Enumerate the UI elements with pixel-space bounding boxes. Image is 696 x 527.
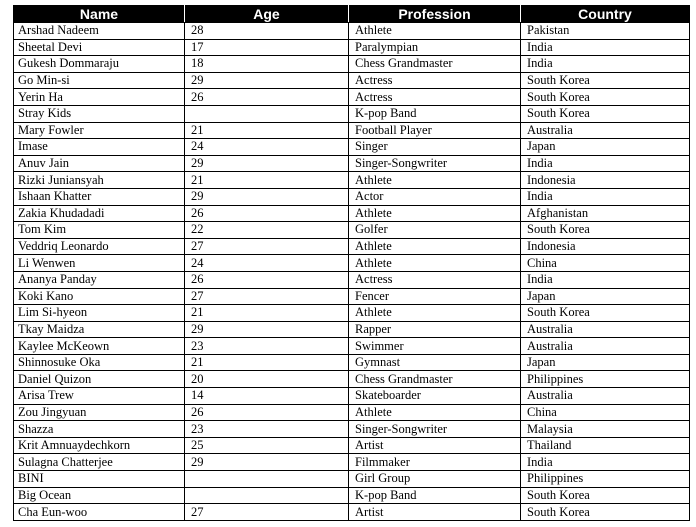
header-profession: Profession xyxy=(349,6,521,23)
cell-profession: Artist xyxy=(349,504,521,521)
table-row xyxy=(14,437,690,454)
cell-country: Australia xyxy=(521,122,690,139)
cell-country: Malaysia xyxy=(521,421,690,438)
cell-country: Australia xyxy=(521,321,690,338)
cell-profession: Athlete xyxy=(349,23,521,40)
cell-country: Indonesia xyxy=(521,238,690,255)
cell-profession: Chess Grandmaster xyxy=(349,56,521,73)
cell-profession: Paralympian xyxy=(349,39,521,56)
cell-profession: Gymnast xyxy=(349,354,521,371)
cell-age: 26 xyxy=(185,89,349,106)
cell-name: Imase xyxy=(14,139,185,156)
cell-profession: Actress xyxy=(349,271,521,288)
table-row xyxy=(14,188,690,205)
cell-profession: Filmmaker xyxy=(349,454,521,471)
cell-age: 14 xyxy=(185,388,349,405)
cell-age: 21 xyxy=(185,122,349,139)
cell-profession: Singer xyxy=(349,139,521,156)
cell-name: Zou Jingyuan xyxy=(14,404,185,421)
header-name: Name xyxy=(14,6,185,23)
cell-country: Australia xyxy=(521,338,690,355)
cell-profession: Swimmer xyxy=(349,338,521,355)
cell-profession: Rapper xyxy=(349,321,521,338)
cell-age: 29 xyxy=(185,454,349,471)
table-row xyxy=(14,105,690,122)
cell-name: Big Ocean xyxy=(14,487,185,504)
header-country: Country xyxy=(521,6,690,23)
table-row xyxy=(14,305,690,322)
table-row xyxy=(14,205,690,222)
cell-profession: Golfer xyxy=(349,222,521,239)
cell-country: India xyxy=(521,454,690,471)
cell-name: Cha Eun-woo xyxy=(14,504,185,521)
cell-age: 29 xyxy=(185,321,349,338)
cell-country: Thailand xyxy=(521,437,690,454)
cell-country: India xyxy=(521,39,690,56)
table-row xyxy=(14,39,690,56)
cell-profession: Actress xyxy=(349,72,521,89)
cell-name: Krit Amnuaydechkorn xyxy=(14,437,185,454)
cell-country: Philippines xyxy=(521,371,690,388)
table-row xyxy=(14,222,690,239)
cell-profession: K-pop Band xyxy=(349,487,521,504)
cell-age: 28 xyxy=(185,23,349,40)
cell-name: Daniel Quizon xyxy=(14,371,185,388)
cell-profession: Girl Group xyxy=(349,471,521,488)
cell-age: 29 xyxy=(185,72,349,89)
cell-country: South Korea xyxy=(521,487,690,504)
cell-name: Arshad Nadeem xyxy=(14,23,185,40)
table-header xyxy=(14,6,690,23)
table-row xyxy=(14,56,690,73)
cell-name: Tom Kim xyxy=(14,222,185,239)
cell-country: South Korea xyxy=(521,105,690,122)
cell-age: 20 xyxy=(185,371,349,388)
cell-age: 26 xyxy=(185,205,349,222)
table-row xyxy=(14,255,690,272)
cell-age: 27 xyxy=(185,288,349,305)
cell-country: Japan xyxy=(521,139,690,156)
cell-name: Rizki Juniansyah xyxy=(14,172,185,189)
cell-age: 24 xyxy=(185,139,349,156)
table-row xyxy=(14,371,690,388)
cell-age: 23 xyxy=(185,338,349,355)
cell-age: 21 xyxy=(185,305,349,322)
cell-country: Indonesia xyxy=(521,172,690,189)
cell-name: Tkay Maidza xyxy=(14,321,185,338)
cell-age: 27 xyxy=(185,504,349,521)
cell-age: 17 xyxy=(185,39,349,56)
table-row xyxy=(14,288,690,305)
cell-country: South Korea xyxy=(521,72,690,89)
table-row xyxy=(14,388,690,405)
cell-country: South Korea xyxy=(521,89,690,106)
cell-country: South Korea xyxy=(521,305,690,322)
cell-country: India xyxy=(521,271,690,288)
cell-age: 22 xyxy=(185,222,349,239)
cell-country: India xyxy=(521,56,690,73)
cell-country: South Korea xyxy=(521,504,690,521)
cell-age xyxy=(185,471,349,488)
cell-profession: Athlete xyxy=(349,205,521,222)
cell-country: India xyxy=(521,155,690,172)
cell-profession: Athlete xyxy=(349,172,521,189)
cell-name: BINI xyxy=(14,471,185,488)
header-age: Age xyxy=(185,6,349,23)
cell-name: Go Min-si xyxy=(14,72,185,89)
table-row xyxy=(14,454,690,471)
cell-name: Shazza xyxy=(14,421,185,438)
table-row xyxy=(14,72,690,89)
cell-country: China xyxy=(521,255,690,272)
cell-profession: Skateboarder xyxy=(349,388,521,405)
cell-name: Kaylee McKeown xyxy=(14,338,185,355)
cell-profession: Athlete xyxy=(349,238,521,255)
table-row xyxy=(14,421,690,438)
cell-profession: Athlete xyxy=(349,255,521,272)
table-row xyxy=(14,338,690,355)
cell-age: 27 xyxy=(185,238,349,255)
table-row xyxy=(14,238,690,255)
table-row xyxy=(14,354,690,371)
table-row xyxy=(14,471,690,488)
cell-age: 26 xyxy=(185,271,349,288)
cell-name: Mary Fowler xyxy=(14,122,185,139)
table-row xyxy=(14,321,690,338)
cell-name: Sulagna Chatterjee xyxy=(14,454,185,471)
cell-country: India xyxy=(521,188,690,205)
cell-age: 21 xyxy=(185,354,349,371)
cell-profession: Football Player xyxy=(349,122,521,139)
cell-age: 18 xyxy=(185,56,349,73)
cell-country: Japan xyxy=(521,288,690,305)
table-row xyxy=(14,122,690,139)
cell-name: Koki Kano xyxy=(14,288,185,305)
cell-profession: Athlete xyxy=(349,404,521,421)
cell-name: Arisa Trew xyxy=(14,388,185,405)
cell-profession: Actress xyxy=(349,89,521,106)
cell-country: China xyxy=(521,404,690,421)
table-body xyxy=(14,23,690,521)
cell-name: Anuv Jain xyxy=(14,155,185,172)
cell-age: 29 xyxy=(185,188,349,205)
cell-profession: K-pop Band xyxy=(349,105,521,122)
cell-age xyxy=(185,105,349,122)
table-row xyxy=(14,23,690,40)
cell-name: Ishaan Khatter xyxy=(14,188,185,205)
cell-age: 23 xyxy=(185,421,349,438)
table-row xyxy=(14,139,690,156)
cell-country: Pakistan xyxy=(521,23,690,40)
cell-country: Australia xyxy=(521,388,690,405)
cell-country: South Korea xyxy=(521,222,690,239)
table-row xyxy=(14,89,690,106)
table-row xyxy=(14,487,690,504)
cell-name: Ananya Panday xyxy=(14,271,185,288)
table-row xyxy=(14,404,690,421)
cell-country: Japan xyxy=(521,354,690,371)
cell-name: Lim Si-hyeon xyxy=(14,305,185,322)
cell-age: 21 xyxy=(185,172,349,189)
cell-name: Sheetal Devi xyxy=(14,39,185,56)
cell-profession: Artist xyxy=(349,437,521,454)
table-row xyxy=(14,155,690,172)
cell-age: 24 xyxy=(185,255,349,272)
cell-profession: Singer-Songwriter xyxy=(349,421,521,438)
cell-age: 29 xyxy=(185,155,349,172)
cell-country: Philippines xyxy=(521,471,690,488)
cell-name: Zakia Khudadadi xyxy=(14,205,185,222)
cell-name: Stray Kids xyxy=(14,105,185,122)
cell-age xyxy=(185,487,349,504)
cell-name: Gukesh Dommaraju xyxy=(14,56,185,73)
cell-profession: Actor xyxy=(349,188,521,205)
cell-age: 26 xyxy=(185,404,349,421)
header-row xyxy=(14,6,690,23)
cell-age: 25 xyxy=(185,437,349,454)
table-row xyxy=(14,504,690,521)
cell-profession: Fencer xyxy=(349,288,521,305)
cell-country: Afghanistan xyxy=(521,205,690,222)
cell-profession: Athlete xyxy=(349,305,521,322)
cell-name: Li Wenwen xyxy=(14,255,185,272)
people-table xyxy=(13,5,690,521)
cell-name: Veddriq Leonardo xyxy=(14,238,185,255)
cell-name: Shinnosuke Oka xyxy=(14,354,185,371)
table-row xyxy=(14,271,690,288)
cell-profession: Chess Grandmaster xyxy=(349,371,521,388)
table-row xyxy=(14,172,690,189)
cell-name: Yerin Ha xyxy=(14,89,185,106)
cell-profession: Singer-Songwriter xyxy=(349,155,521,172)
